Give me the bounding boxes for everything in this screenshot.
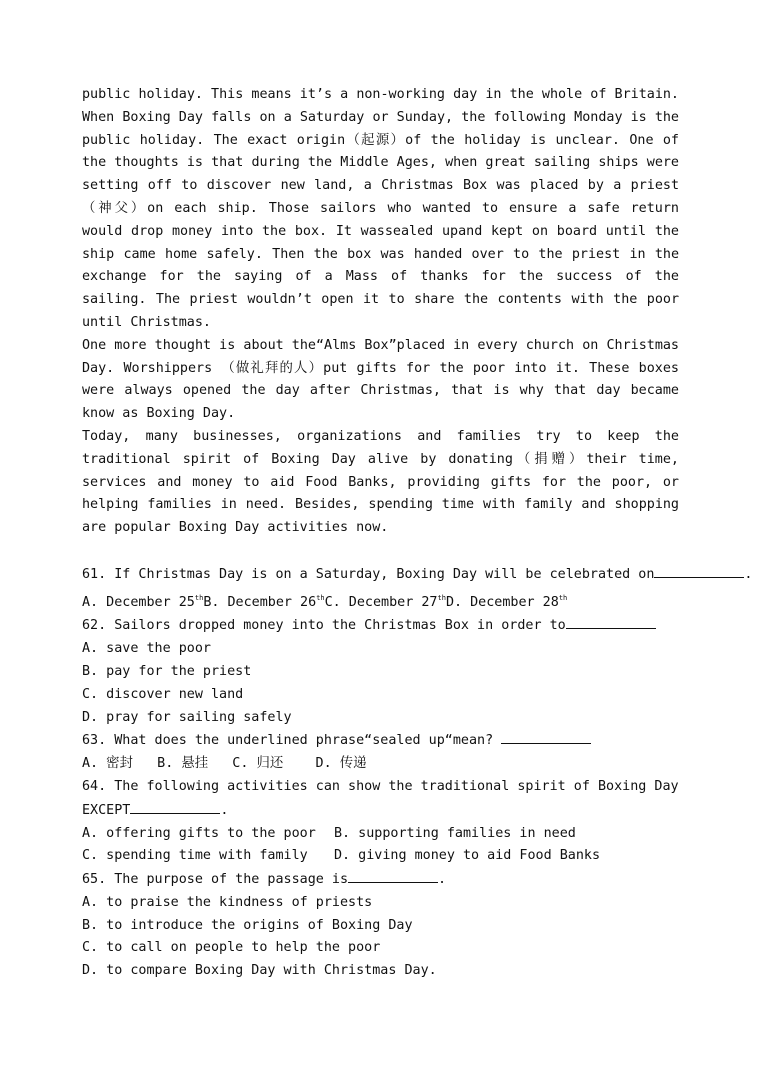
option-62-a: A. save the poor xyxy=(82,641,211,657)
reading-passage xyxy=(82,84,679,540)
passage-paragraph-2: One more thought is about the“Alms Box”placed in every church on Christmas Day. Worshippers （做礼拜的人）put gifts for the poor into it. These boxes were always opened the day after Christmas, that is why that day became know as Boxing Day. xyxy=(82,337,679,422)
question-64-end: . xyxy=(220,802,229,818)
question-63 xyxy=(82,729,679,776)
question-65-end: . xyxy=(438,872,447,888)
section-gap xyxy=(82,540,679,563)
answer-blank-62[interactable] xyxy=(566,614,656,629)
question-61-stem: 61. If Christmas Day is on a Saturday, Boxing Day will be celebrated on xyxy=(82,566,655,582)
superscript-th: th xyxy=(558,593,568,602)
option-65-d: D. to compare Boxing Day with Christmas Day. xyxy=(82,963,437,979)
option-62-c: C. discover new land xyxy=(82,686,244,702)
option-61-b: B. December 26 xyxy=(203,594,317,610)
question-61-end: . xyxy=(744,566,753,582)
option-64-b: B. supporting families in need xyxy=(334,825,576,841)
question-62 xyxy=(82,614,679,729)
exam-page xyxy=(82,84,753,983)
option-62-b: B. pay for the priest xyxy=(82,663,252,679)
option-61-a: A. December 25 xyxy=(82,594,195,610)
option-65-b: B. to introduce the origins of Boxing Day xyxy=(82,917,413,933)
option-64-d: D. giving money to aid Food Banks xyxy=(334,848,601,864)
option-61-c: C. December 27 xyxy=(324,594,438,610)
question-64-stem: 64. The following activities can show the traditional spirit of Boxing Day xyxy=(82,778,679,794)
question-62-stem: 62. Sailors dropped money into the Christmas Box in order to xyxy=(82,618,566,634)
option-64-c: C. spending time with family xyxy=(82,848,308,864)
answer-blank-65[interactable] xyxy=(348,868,438,883)
option-65-c: C. to call on people to help the poor xyxy=(82,940,381,956)
superscript-th: th xyxy=(194,593,204,602)
superscript-th: th xyxy=(316,593,325,602)
option-62-d: D. pray for sailing safely xyxy=(82,709,292,725)
option-63-choices: A. 密封 B. 悬挂 C. 归还 D. 传递 xyxy=(82,756,367,772)
option-64-a: A. offering gifts to the poor xyxy=(82,825,316,841)
question-61 xyxy=(82,563,753,615)
question-65 xyxy=(82,868,679,983)
passage-paragraph-1: public holiday. This means it’s a non-working day in the whole of Britain. When Boxing Day falls on a Saturday or Sunday, the following Monday is the public holiday. The exact origin（起源）of the holiday is unclear. One of the thoughts is that during the Middle Ages, when great sailing ships were setting off to discover new land, a Christmas Box was placed by a priest （神父）on each ship. Those sailors who wanted to ensure a safe return would drop money into the box. It wassealed upand kept on board until the ship came home safely. Then the box was handed over to the priest in the exchange for the saying of a Mass of thanks for the success of the sailing. The priest wouldn’t open it to share the contents with the poor until Christmas. xyxy=(82,87,679,330)
option-65-a: A. to praise the kindness of priests xyxy=(82,894,373,910)
answer-blank-61[interactable] xyxy=(654,563,744,578)
option-61-d: D. December 28 xyxy=(445,594,559,610)
question-64 xyxy=(82,776,679,868)
question-64-stem-2: EXCEPT xyxy=(82,802,131,818)
question-63-stem: 63. What does the underlined phrase“sealed up“mean? xyxy=(82,733,494,749)
passage-paragraph-3: Today, many businesses, organizations and families try to keep the traditional spirit of Boxing Day alive by donating（捐赠）their time, services and money to aid Food Banks, providing gifts for the poor, or helping families in need. Besides, spending time with family and shopping are popular Boxing Day activities now. xyxy=(82,428,679,536)
answer-blank-64[interactable] xyxy=(130,799,220,814)
superscript-th: th xyxy=(437,593,446,602)
answer-blank-63[interactable] xyxy=(501,729,591,744)
question-65-stem: 65. The purpose of the passage is xyxy=(82,872,349,888)
